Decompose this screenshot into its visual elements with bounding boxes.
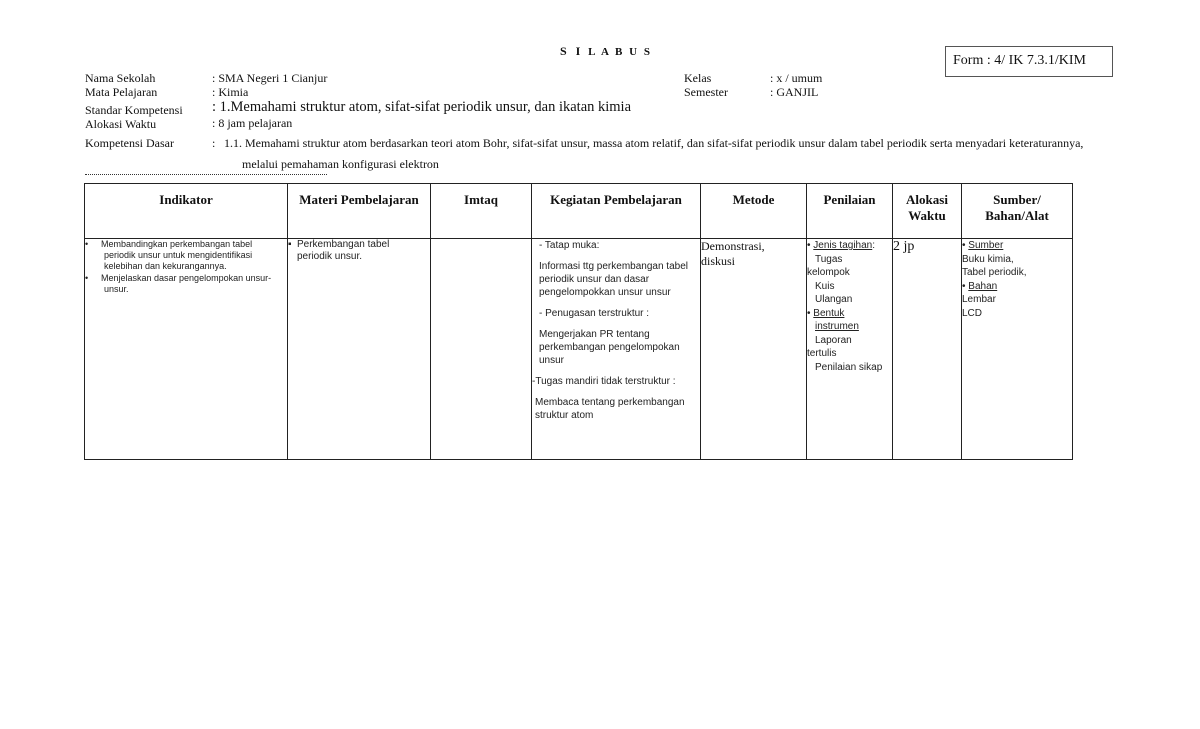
header-imtaq: Imtaq (431, 184, 532, 239)
metode-line-2: diskusi (701, 254, 736, 268)
cell-indikator (85, 239, 288, 460)
cell-metode (701, 239, 807, 460)
kegiatan-penugasan-desc-l1: Mengerjakan PR tentang (539, 329, 650, 340)
kegiatan-penugasan: - Penugasan terstruktur : (539, 308, 650, 319)
penilaian-jenis-colon: : (872, 240, 876, 251)
header-alokasi-line1: Alokasi (906, 192, 948, 207)
penilaian-jenis-label: Jenis tagihan (813, 240, 873, 251)
kompetensi-dasar-line1: 1.1. Memahami struktur atom berdasarkan teori atom Bohr, sifat-sifat unsur, massa atom relatif, dan sifat-sifat periodik unsur dalam tabel periodik serta menyadari keteraturannya, (224, 136, 1084, 150)
cell-sumber (962, 239, 1073, 460)
form-code-box: Form : 4/ IK 7.3.1/KIM (945, 46, 1113, 77)
penilaian-jenis (807, 239, 892, 253)
kompetensi-dasar-colon: : (212, 136, 216, 150)
header-kegiatan: Kegiatan Pembelajaran (532, 184, 701, 239)
materi-item-1 (288, 239, 430, 263)
kegiatan-mandiri-desc (532, 396, 700, 422)
kegiatan-tatap-muka-desc-l1: Informasi ttg perkembangan tabel (539, 261, 688, 272)
table-row (85, 239, 1073, 460)
title-rest: L A B U S (588, 46, 652, 58)
table-header-row (85, 184, 1073, 239)
sumber-heading (962, 239, 1072, 253)
header-sumber (962, 184, 1073, 239)
cell-penilaian (807, 239, 893, 460)
kegiatan-mandiri: -Tugas mandiri tidak terstruktur : (532, 376, 676, 387)
kompetensi-dasar-label: Kompetensi Dasar (85, 136, 174, 150)
indikator-item-1-line-3: kelebihan dan kekurangannya. (104, 261, 227, 271)
penilaian-laporan: Laporan (815, 334, 852, 346)
cell-materi (288, 239, 431, 460)
penilaian-bentuk-label: Bentuk (813, 307, 845, 319)
penilaian-kelompok: kelompok (807, 267, 850, 278)
standar-kompetensi-label: Standar Kompetensi (85, 103, 183, 117)
materi-item-1-line-2: periodik unsur. (297, 251, 363, 262)
indikator-item-1-line-2: periodik unsur untuk mengidentifikasi (104, 250, 253, 260)
penilaian-tertulis: tertulis (807, 348, 837, 359)
kegiatan-penugasan-desc (532, 328, 700, 367)
standar-kompetensi-value: : 1.Memahami struktur atom, sifat-sifat periodik unsur, dan ikatan kimia (212, 99, 632, 115)
header-sumber-line2: Bahan/Alat (985, 208, 1049, 223)
bullet-icon: • (962, 280, 966, 292)
indikator-item-2 (85, 273, 287, 295)
title-first: S I (560, 44, 584, 58)
header-alokasi (893, 184, 962, 239)
bullet-icon: • (85, 273, 89, 283)
kegiatan-penugasan-desc-l2: perkembangan pengelompokan (539, 342, 680, 353)
kelas-value: : x / umum (770, 71, 823, 85)
kegiatan-tatap-muka-desc (532, 260, 700, 299)
bahan-heading (962, 280, 1072, 294)
sumber-lcd: LCD (962, 307, 983, 319)
indikator-item-1-line-1: Membandingkan perkembangan tabel (101, 239, 253, 249)
penilaian-ulangan: Ulangan (815, 294, 853, 305)
syllabus-table (84, 183, 1073, 460)
penilaian-tugas: Tugas (815, 253, 843, 265)
header-indikator: Indikator (85, 184, 288, 239)
sumber-lembar: Lembar (962, 294, 996, 305)
metode-line-1: Demonstrasi, (701, 239, 765, 253)
cell-kegiatan (532, 239, 701, 460)
kegiatan-mandiri-desc-l1: Membaca tentang perkembangan (535, 397, 685, 408)
sumber-tabel: Tabel periodik, (962, 267, 1027, 278)
dotted-separator (85, 174, 327, 175)
indikator-item-2-line-2: unsur. (104, 284, 129, 294)
semester-label: Semester (684, 85, 728, 99)
sumber-buku: Buku kimia, (962, 253, 1014, 265)
square-bullet-icon: ▪ (288, 239, 292, 250)
penilaian-bentuk-line2 (807, 320, 892, 334)
sumber-label: Sumber (968, 240, 1004, 251)
kegiatan-mandiri-desc-l2: struktur atom (535, 410, 594, 421)
bullet-icon: • (85, 239, 89, 249)
materi-item-1-line-1: Perkembangan tabel (297, 239, 390, 250)
penilaian-bentuk-label-2: instrumen (815, 321, 859, 332)
nama-sekolah-value: : SMA Negeri 1 Cianjur (212, 71, 328, 85)
alokasi-waktu-value: : 8 jam pelajaran (212, 116, 293, 130)
bullet-icon: • (962, 240, 966, 251)
kegiatan-tatap-muka-desc-l2: periodik unsur dan dasar (539, 274, 650, 285)
cell-alokasi: 2 jp (893, 239, 962, 460)
kegiatan-tatap-muka: - Tatap muka: (539, 240, 600, 251)
cell-imtaq (431, 239, 532, 460)
header-metode: Metode (701, 184, 807, 239)
kegiatan-tatap-muka-desc-l3: pengelompokkan unsur unsur (539, 287, 671, 298)
indikator-item-1 (85, 239, 287, 272)
bullet-icon: • (807, 240, 811, 251)
nama-sekolah-label: Nama Sekolah (85, 71, 156, 85)
alokasi-waktu-label: Alokasi Waktu (85, 117, 157, 131)
penilaian-bentuk (807, 307, 892, 321)
header-sumber-line1: Sumber/ (993, 192, 1041, 207)
indikator-item-2-line-1: Menjelaskan dasar pengelompokan unsur- (101, 273, 272, 283)
header-materi: Materi Pembelajaran (288, 184, 431, 239)
penilaian-kuis: Kuis (815, 280, 835, 292)
kegiatan-penugasan-desc-l3: unsur (539, 355, 565, 366)
header-penilaian: Penilaian (807, 184, 893, 239)
penilaian-sikap: Penilaian sikap (815, 361, 883, 373)
kompetensi-dasar-line2: melalui pemahaman konfigurasi elektron (242, 157, 439, 171)
bahan-label: Bahan (968, 280, 998, 292)
semester-value: : GANJIL (770, 85, 819, 99)
header-alokasi-line2: Waktu (908, 208, 946, 223)
document-title (560, 44, 652, 59)
mata-pelajaran-label: Mata Pelajaran (85, 85, 158, 99)
bullet-icon: • (807, 307, 811, 319)
kelas-label: Kelas (684, 71, 712, 85)
mata-pelajaran-value: : Kimia (212, 85, 249, 99)
